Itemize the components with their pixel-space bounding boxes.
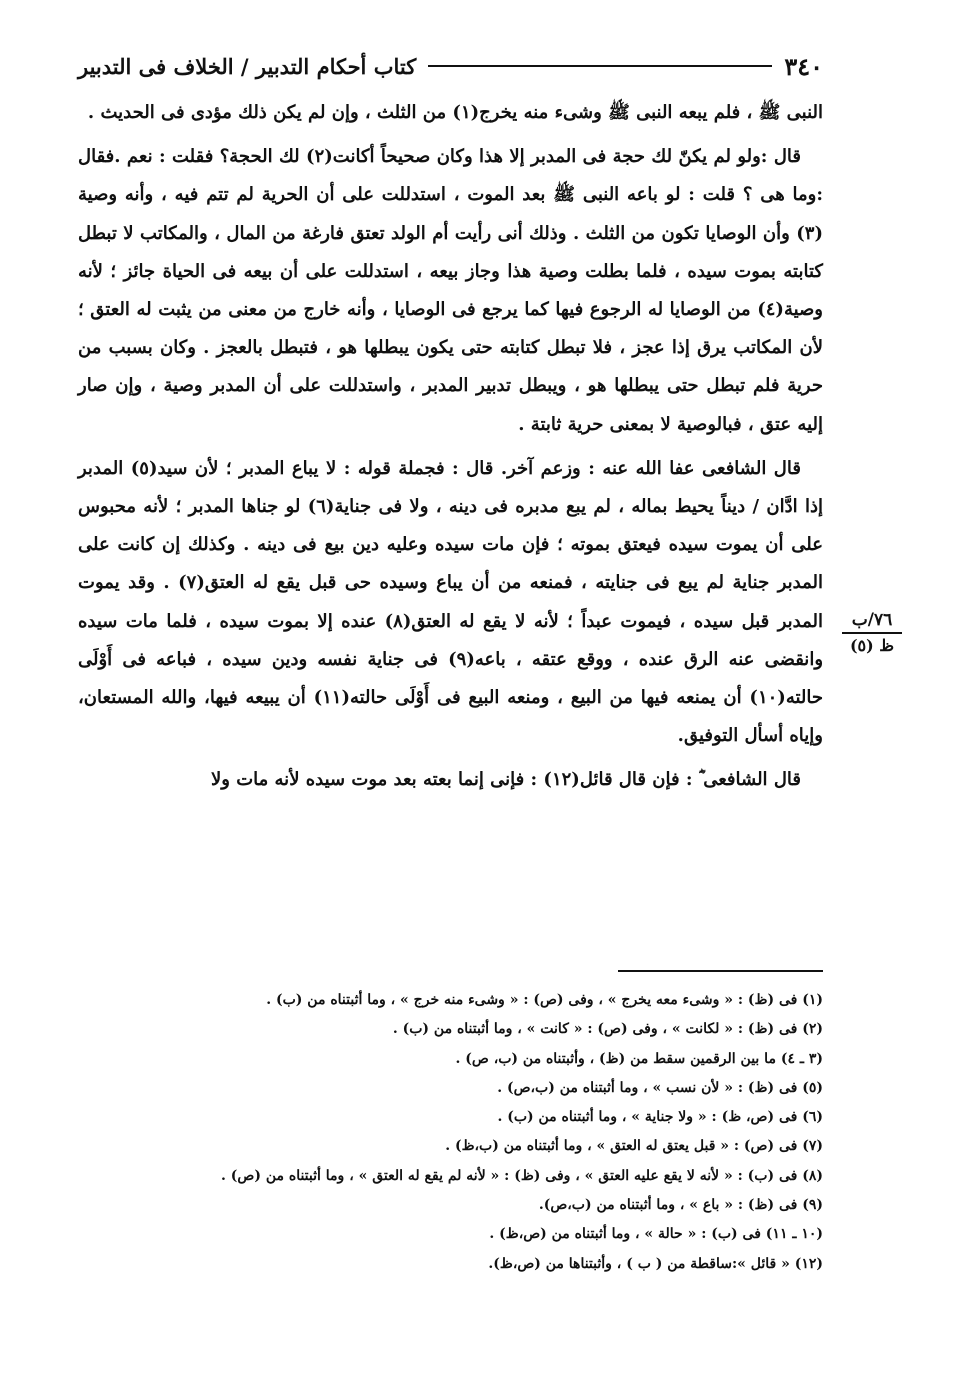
paragraph-text: ؓ : فإن قال قائل(١٢) : فإنى إنما بعته بعد موت سيده لأنه مات ولا xyxy=(210,769,704,791)
footnote: (١٢) « قائل »:ساقطة من ( ب ) ، وأثبتناها من (ص،ظ). xyxy=(488,1255,823,1272)
main-text xyxy=(78,94,823,806)
paragraph xyxy=(78,761,823,799)
footnote: (٦) فى (ص، ظ) : « ولا جناية » ، وما أثبتناه من (ب) . xyxy=(497,1109,823,1126)
paragraph xyxy=(78,94,823,132)
paragraph-text: :ولو لم يكنّ لك حجة فى المدبر إلا هذا وكان صحيحاً أكانت(٢) لك الحجة؟ فقلت : نعم .فقال :وما هى ؟ قلت : لو باعه النبى ﷺ بعد الموت ، استدللت على أن الحرية لم تتم فيه ، وأنه وصية (٣) وأن الوصايا تكون من الثلث . وذلك أنى رأيت أم الولد تعتق فارغة من المال ، والمكاتب لا تبطل كتابته بموت سيده ، فلما بطلت وصية هذا وجاز بيعه ، استدللت على أن بيعه فى الحياة جائز ؛ لأنه وصية(٤) من الوصايا له الرجوع فيها كما يرجع فى الوصايا ، وأنه خارج من معنى من يثبت له العتق ؛ لأن المكاتب يرق إذا عجز ، فلا تبطل كتابته حتى يكون يبطلها هو ، فتبطل بالعجز . وكان بسبب من حرية فلم تبطل حتى يبطلها هو ، ويبطل تدبير المدبر ، واستدللت على أن المدبر وصية ، وإن صار إليه عتق ، فبالوصية لا بمعنى حرية ثابتة . xyxy=(78,146,823,435)
page-header xyxy=(78,46,823,86)
paragraph-text: عفا الله عنه : وزعم آخر. قال : فجملة قوله : لا يباع المدبر ؛ لأن سيد(٥) المدبر إذا ادَّان / ديناً يحيط بماله ، لم يبع مدبره فى دينه ، ولا فى جناية(٦) لو جناها المدبر ؛ لأنه محبوس على أن يموت سيده فيعتق بموته ؛ فإن مات سيده وعليه دين بيع فى دينه . وكذلك إن كانت على المدبر جناية لم يبع فى جنايته ، فمنعه من أن يباع وسيده حى قبل يقع له العتق(٧) . وقد يموت المدبر قبل سيده ، فيموت عبداً ؛ لأنه لا يقع له العتق(٨) عنده إلا بموت سيده ، فلما مات سيده وانقضى عنه الرق عنده ، ووقع عتقه ، باعه(٩) فى جناية نفسه ودين سيده ، فباعه فى أَوْلَى حالته(١٠) أن يمنعه فيها من البيع ، ومنعه البيع فى أَوْلَى حالته(١١) أن يبيعه فيها، والله المستعان، وإياه أسأل التوفيق. xyxy=(78,457,824,747)
running-title: كتاب أحكام التدبير / الخلاف فى التدبير xyxy=(78,53,417,79)
header-rule xyxy=(428,65,772,67)
margin-manuscript-ref: ظ (٥) xyxy=(849,636,895,655)
footnote: (٢) فى (ظ) : « لكانت » ، وفى (ص) : « كانت » ، وما أثبتناه من (ب) . xyxy=(392,1021,823,1038)
speaker-label: قال الشافعى xyxy=(703,769,801,791)
footnote: (٧) فى (ص) : « قبل يعتق له العتق » ، وما أثبتناه من (ب،ظ) . xyxy=(445,1138,823,1155)
margin-folio-ref: ٧٦/ب xyxy=(842,610,902,634)
speaker-label: قال xyxy=(773,146,801,168)
paragraph-text: النبى ﷺ ، فلم يبعه النبى ﷺ وشىء منه يخرج(١) من الثلث ، وإن لم يكن ذلك مؤدى فى الحديث . xyxy=(87,102,823,123)
footnote: (٩) فى (ظ) : « باع » ، وما أثبتناه من (ب،ص). xyxy=(538,1197,823,1214)
footnote: (٨) فى (ب) : « لأنه لا يقع عليه العتق » ، وفى (ظ) : « لأنه لم يقع له العتق » ، وما أثبتناه من (ص) . xyxy=(221,1167,823,1184)
speaker-label: قال الشافعى xyxy=(702,457,801,479)
paragraph xyxy=(78,138,823,444)
footnote: (٣ ـ ٤) ما بين الرقمين سقط من (ظ) ، وأثبتناه من (ب، ص) . xyxy=(455,1050,823,1067)
manuscript-margin-note xyxy=(842,610,902,655)
footnote-separator xyxy=(618,970,823,972)
page-number: ٣٤٠ xyxy=(784,51,823,81)
footnote: (١٠ ـ ١١) فى (ب) : « حالة » ، وما أثبتناه من (ص،ظ) . xyxy=(489,1226,823,1243)
footnotes xyxy=(78,986,823,1279)
paragraph xyxy=(78,450,823,756)
footnote: (١) فى (ظ) : « وشىء معه يخرج » ، وفى (ص) : « وشىء منه خرج » ، وما أثبتناه من (ب) . xyxy=(266,992,823,1008)
footnote: (٥) فى (ظ) : « لأن نسب » ، وما أثبتناه من (ب،ص) . xyxy=(497,1079,823,1096)
